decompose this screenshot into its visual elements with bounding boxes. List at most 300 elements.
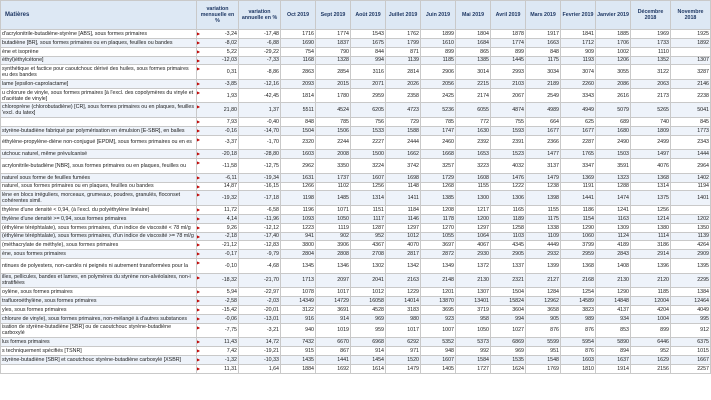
header-col: Janvier 2019 (596, 1, 631, 30)
month-value: 1168 (281, 56, 316, 65)
month-value: 1200 (456, 214, 491, 223)
month-value: 1411 (386, 191, 421, 206)
month-value: 1809 (631, 126, 671, 135)
month-value: 1214 (631, 214, 671, 223)
monthly-variation-value: -0,16 (224, 127, 237, 134)
month-value: 6375 (671, 338, 711, 347)
month-value: 1837 (316, 38, 351, 47)
month-value: 994 (351, 56, 386, 65)
annual-variation: 1,64 (239, 364, 281, 373)
month-value: 1300 (456, 191, 491, 206)
month-value: 2097 (316, 273, 351, 288)
monthly-variation (197, 173, 239, 182)
month-value: 5511 (281, 103, 316, 118)
month-value: 2287 (561, 135, 596, 150)
month-value: 13870 (421, 297, 456, 306)
annual-variation: -19,34 (239, 173, 281, 182)
month-value: 923 (421, 314, 456, 323)
month-value: 1064 (456, 232, 491, 241)
header-col: Décembre 2018 (631, 1, 671, 30)
month-value: 1608 (456, 173, 491, 182)
month-value: 1667 (671, 355, 711, 364)
trend-arrow-icon: ▶ (197, 298, 201, 304)
month-value: 1309 (596, 223, 631, 232)
month-value: 1208 (421, 206, 456, 215)
month-value: 1706 (596, 38, 631, 47)
month-value: 1189 (491, 214, 526, 223)
header-col: Avril 2019 (491, 1, 526, 30)
trend-arrow-icon: ▶ (197, 251, 201, 257)
month-value: 1290 (561, 223, 596, 232)
month-value: 7432 (281, 338, 316, 347)
month-value: 909 (561, 47, 596, 56)
month-value: 1690 (281, 38, 316, 47)
month-value: 959 (351, 323, 386, 338)
month-value: 2148 (421, 273, 456, 288)
month-value: 1148 (386, 182, 421, 191)
month-value: 2127 (526, 273, 561, 288)
annual-variation: 1,37 (239, 103, 281, 118)
month-value: 871 (386, 47, 421, 56)
month-value: 1175 (526, 214, 561, 223)
month-value: 3604 (491, 305, 526, 314)
material-name: lus formes primaires (1, 338, 197, 347)
month-value: 1629 (631, 355, 671, 364)
table-row (1, 118, 711, 127)
month-value: 3116 (351, 65, 386, 80)
month-value: 1017 (386, 323, 421, 338)
month-value: 1543 (351, 30, 386, 39)
month-value: 994 (491, 314, 526, 323)
material-name: acrylonitrile-butadiène [NBR], sous formes primaires ou en plaques, feuilles ou (1, 159, 197, 174)
month-value: 1117 (351, 214, 386, 223)
month-value: 1884 (281, 364, 316, 373)
month-value: 1314 (351, 191, 386, 206)
month-value: 1385 (421, 191, 456, 206)
monthly-variation-value: -12,03 (221, 57, 237, 64)
material-name: (éthylène téréphtalate), sous formes primaires, d'un indice de viscosité >= 78 ml/g (1, 232, 197, 241)
monthly-variation-value: -3,24 (224, 30, 237, 37)
month-value: 1762 (386, 30, 421, 39)
material-name: butadiène [BR], sous formes primaires ou en plaques, feuilles ou bandes (1, 38, 197, 47)
month-value: 2616 (596, 88, 631, 103)
table-row (1, 223, 711, 232)
month-value: 785 (316, 118, 351, 127)
table-row (1, 103, 711, 118)
month-value: 2490 (596, 135, 631, 150)
table-row (1, 338, 711, 347)
month-value: 1892 (671, 38, 711, 47)
month-value: 1165 (491, 206, 526, 215)
month-value: 914 (351, 347, 386, 356)
month-value: 1712 (561, 38, 596, 47)
month-value: 1441 (316, 355, 351, 364)
material-name: (méthacrylate de méthyle), sous formes primaires (1, 241, 197, 250)
month-value: 2962 (281, 159, 316, 174)
header-col: Juin 2019 (421, 1, 456, 30)
month-value: 914 (316, 314, 351, 323)
month-value: 1733 (631, 38, 671, 47)
annual-variation: -28,80 (239, 150, 281, 159)
month-value: 1193 (561, 56, 596, 65)
month-value: 1191 (561, 182, 596, 191)
table-row (1, 288, 711, 297)
month-value: 1523 (491, 150, 526, 159)
annual-variation: -2,03 (239, 297, 281, 306)
month-value: 2257 (671, 364, 711, 373)
trend-arrow-icon: ▶ (197, 66, 201, 72)
table-row (1, 182, 711, 191)
monthly-variation (197, 56, 239, 65)
month-value: 2295 (671, 273, 711, 288)
material-name: éthylène-propylène-diène non-conjugué [EPDM], sous formes primaires ou en es (1, 135, 197, 150)
month-value: 1307 (456, 288, 491, 297)
month-value: 2215 (456, 79, 491, 88)
month-value: 2146 (671, 79, 711, 88)
month-value: 980 (386, 314, 421, 323)
material-name: d'acrylonitrile-butadiène-styrène [ABS], sous formes primaires (1, 30, 197, 39)
month-value: 2227 (351, 135, 386, 150)
annual-variation: -11,96 (239, 214, 281, 223)
month-value: 1155 (456, 182, 491, 191)
month-value: 1350 (671, 223, 711, 232)
month-value: 1969 (631, 30, 671, 39)
header-col: Sept 2019 (316, 1, 351, 30)
month-value: 1504 (491, 288, 526, 297)
month-value: 14848 (596, 297, 631, 306)
month-value: 3014 (456, 65, 491, 80)
month-value: 1223 (281, 223, 316, 232)
month-value: 3799 (561, 241, 596, 250)
month-value: 729 (386, 118, 421, 127)
monthly-variation (197, 38, 239, 47)
month-value: 2093 (281, 79, 316, 88)
month-value: 14589 (561, 297, 596, 306)
monthly-variation (197, 355, 239, 364)
material-name: ntinues de polyesters, non-cardés ni peignés ni autrement transformées pour la (1, 259, 197, 274)
month-value: 2905 (491, 250, 526, 259)
month-value: 1004 (631, 314, 671, 323)
month-value: 1184 (386, 206, 421, 215)
month-value: 5954 (561, 338, 596, 347)
material-name: ène et isoprène (1, 47, 197, 56)
table-row (1, 38, 711, 47)
month-value: 1288 (596, 182, 631, 191)
monthly-variation-value: 11,31 (224, 365, 237, 372)
monthly-variation-value: -19,32 (221, 195, 237, 202)
material-name: s techniquement spécifiés [TSNR] (1, 347, 197, 356)
month-value: 1520 (386, 355, 421, 364)
month-value: 2260 (561, 79, 596, 88)
trend-arrow-icon: ▶ (197, 339, 201, 345)
month-value: 848 (281, 118, 316, 127)
material-name: trafluoroéthylène, sous formes primaires (1, 297, 197, 306)
annual-variation: -14,70 (239, 126, 281, 135)
month-value: 894 (596, 347, 631, 356)
month-value: 876 (561, 323, 596, 338)
month-value: 2358 (386, 88, 421, 103)
month-value: 1307 (671, 56, 711, 65)
month-value: 3257 (421, 159, 456, 174)
month-value: 2930 (456, 250, 491, 259)
monthly-variation-value: 21,80 (223, 107, 237, 114)
month-value: 2163 (386, 273, 421, 288)
month-value: 5041 (671, 103, 711, 118)
monthly-variation (197, 79, 239, 88)
month-value: 4345 (491, 241, 526, 250)
month-value: 3823 (561, 305, 596, 314)
month-value: 6670 (316, 338, 351, 347)
month-value: 2708 (351, 250, 386, 259)
month-value: 848 (526, 47, 561, 56)
monthly-variation-value: 7,42 (226, 347, 237, 354)
trend-arrow-icon: ▶ (197, 119, 201, 124)
month-value: 3695 (421, 305, 456, 314)
trend-arrow-icon: ▶ (197, 274, 201, 280)
annual-variation: -12,83 (239, 241, 281, 250)
month-value: 2444 (386, 135, 421, 150)
month-value: 1716 (281, 30, 316, 39)
trend-arrow-icon: ▶ (197, 365, 201, 371)
month-value: 1151 (351, 206, 386, 215)
month-value: 689 (596, 118, 631, 127)
month-value: 1369 (561, 173, 596, 182)
monthly-variation-value: -8,02 (224, 39, 237, 46)
month-value: 1799 (386, 38, 421, 47)
month-value: 2238 (671, 88, 711, 103)
monthly-variation-value: 0,31 (226, 69, 237, 76)
month-value: 1368 (561, 259, 596, 274)
month-value: 1372 (456, 259, 491, 274)
material-name: utchouc naturel, même prévulcanisé (1, 150, 197, 159)
month-value: 912 (671, 323, 711, 338)
month-value: 2391 (491, 135, 526, 150)
annual-variation: -17,18 (239, 191, 281, 206)
monthly-variation-value: -0,17 (224, 251, 237, 258)
material-name: illes, pellicules, bandes et lames, en polymères du styrène non-alvéolaires, non-i stratifiées (1, 273, 197, 288)
month-value: 1175 (526, 56, 561, 65)
month-value: 1155 (526, 206, 561, 215)
annual-variation: -1,70 (239, 135, 281, 150)
month-value: 1050 (456, 323, 491, 338)
month-value: 992 (456, 347, 491, 356)
month-value: 1139 (671, 232, 711, 241)
annual-variation: 14,72 (239, 338, 281, 347)
month-value: 3287 (671, 65, 711, 80)
table-row (1, 364, 711, 373)
table-row (1, 173, 711, 182)
month-value: 3224 (351, 159, 386, 174)
monthly-variation-value: 1,93 (226, 92, 237, 99)
month-value: 1306 (491, 191, 526, 206)
month-value: 845 (671, 118, 711, 127)
trend-arrow-icon: ▶ (197, 356, 201, 362)
month-value: 3591 (596, 159, 631, 174)
material-name: lène en blocs irréguliers, morceaux, grumeaux, poudres, granulés, floconset cohérentes simil. (1, 191, 197, 206)
month-value: 1899 (421, 30, 456, 39)
month-value: 2843 (596, 250, 631, 259)
month-value: 3122 (631, 65, 671, 80)
month-value: 6446 (631, 338, 671, 347)
month-value: 2130 (456, 273, 491, 288)
trend-arrow-icon: ▶ (197, 39, 201, 45)
month-value: 1185 (631, 288, 671, 297)
month-value: 2067 (491, 88, 526, 103)
month-value: 1375 (631, 191, 671, 206)
month-value: 1692 (316, 364, 351, 373)
month-value: 2993 (491, 65, 526, 80)
material-name: thylène d'une densité < 0,94, (à l'excl. du polyéthylène linéaire) (1, 206, 197, 215)
monthly-variation (197, 150, 239, 159)
month-value: 2906 (421, 65, 456, 80)
month-value: 1841 (561, 30, 596, 39)
trend-arrow-icon: ▶ (197, 192, 201, 198)
header-col: Fevrier 2019 (561, 1, 596, 30)
material-name: naturel, sous formes primaires ou en plaques, feuilles ou bandes (1, 182, 197, 191)
monthly-variation (197, 191, 239, 206)
month-value: 756 (351, 118, 386, 127)
month-value: 2343 (671, 135, 711, 150)
annual-variation: -6,88 (239, 38, 281, 47)
month-value: 1178 (421, 214, 456, 223)
header-col: variation annuelle en % (239, 1, 281, 30)
month-value: 1810 (561, 364, 596, 373)
monthly-variation (197, 241, 239, 250)
month-value: 1399 (526, 259, 561, 274)
month-value: 969 (491, 347, 526, 356)
material-name: styrène-butadiène [SBR] et caoutchouc styrène-butadiène carboxylé [XSBR] (1, 355, 197, 364)
monthly-variation-value: -0,10 (224, 262, 237, 269)
month-value: 916 (281, 314, 316, 323)
month-value: 2063 (631, 79, 671, 88)
month-value: 1610 (421, 38, 456, 47)
month-value: 1398 (526, 191, 561, 206)
table-row (1, 305, 711, 314)
trend-arrow-icon: ▶ (197, 315, 201, 321)
month-value: 2549 (526, 88, 561, 103)
table-row (1, 150, 711, 159)
trend-arrow-icon: ▶ (197, 127, 201, 133)
month-value: 1814 (281, 88, 316, 103)
month-value: 1444 (671, 150, 711, 159)
month-value: 4076 (631, 159, 671, 174)
trend-arrow-icon: ▶ (197, 151, 201, 157)
month-value: 1002 (596, 47, 631, 56)
month-value: 4367 (351, 241, 386, 250)
month-value: 3137 (526, 159, 561, 174)
month-value: 3186 (631, 241, 671, 250)
monthly-variation-value: -2,58 (224, 298, 237, 305)
month-value: 1110 (631, 47, 671, 56)
month-value: 3074 (561, 65, 596, 80)
month-value: 876 (561, 347, 596, 356)
month-value: 2103 (491, 79, 526, 88)
monthly-variation-value: -18,32 (221, 277, 237, 284)
monthly-variation (197, 159, 239, 174)
month-value: 969 (351, 314, 386, 323)
month-value: 1346 (316, 259, 351, 274)
monthly-variation (197, 88, 239, 103)
table-row (1, 355, 711, 364)
month-value: 899 (491, 47, 526, 56)
month-value: 1109 (526, 232, 561, 241)
header-col: Juillet 2019 (386, 1, 421, 30)
annual-variation: -22,97 (239, 288, 281, 297)
month-value: 5373 (456, 338, 491, 347)
month-value: 3055 (596, 65, 631, 80)
month-value: 6968 (351, 338, 386, 347)
month-value: 1146 (386, 214, 421, 223)
month-value: 1196 (281, 206, 316, 215)
month-value (671, 206, 711, 215)
month-value: 1677 (561, 126, 596, 135)
month-value: 1124 (596, 232, 631, 241)
month-value: 865 (456, 47, 491, 56)
month-value: 951 (526, 347, 561, 356)
month-value: 1071 (316, 206, 351, 215)
month-value: 902 (316, 232, 351, 241)
month-value: 941 (281, 232, 316, 241)
material-name (1, 364, 197, 373)
month-value: 12962 (526, 297, 561, 306)
annual-variation: -10,33 (239, 355, 281, 364)
month-value: 867 (316, 347, 351, 356)
trend-arrow-icon: ▶ (197, 260, 201, 266)
monthly-variation (197, 47, 239, 56)
month-value: 1384 (671, 288, 711, 297)
month-value: 3350 (316, 159, 351, 174)
month-value: 2804 (281, 250, 316, 259)
month-value: 2086 (596, 79, 631, 88)
annual-variation: -3,21 (239, 323, 281, 338)
month-value: 1769 (526, 364, 561, 373)
month-value: 2366 (526, 135, 561, 150)
month-value: 1015 (671, 347, 711, 356)
month-value: 1154 (561, 214, 596, 223)
month-value: 1680 (596, 126, 631, 135)
annual-variation: -6,58 (239, 206, 281, 215)
month-value: 1290 (596, 288, 631, 297)
month-value: 1441 (561, 191, 596, 206)
month-value: 2932 (526, 250, 561, 259)
month-value: 14014 (386, 297, 421, 306)
month-value: 2071 (351, 79, 386, 88)
month-value: 785 (421, 118, 456, 127)
month-value: 1747 (421, 126, 456, 135)
month-value: 1917 (526, 30, 561, 39)
month-value: 1637 (596, 355, 631, 364)
monthly-variation (197, 323, 239, 338)
month-value: 2909 (671, 250, 711, 259)
month-value: 1217 (456, 206, 491, 215)
month-value: 1297 (456, 223, 491, 232)
month-value: 1713 (281, 273, 316, 288)
month-value: 1780 (316, 88, 351, 103)
month-value: 1314 (631, 182, 671, 191)
material-name: oylène, sous formes primaires (1, 288, 197, 297)
month-value: 1593 (491, 126, 526, 135)
month-value: 1338 (526, 223, 561, 232)
month-value: 1349 (421, 259, 456, 274)
month-value: 1254 (561, 288, 596, 297)
table-row (1, 191, 711, 206)
monthly-variation-value: -20,18 (221, 151, 237, 158)
month-value: 4067 (456, 241, 491, 250)
annual-variation: -12,12 (239, 223, 281, 232)
trend-arrow-icon: ▶ (197, 233, 201, 239)
month-value: 1198 (281, 191, 316, 206)
trend-arrow-icon: ▶ (197, 242, 201, 248)
